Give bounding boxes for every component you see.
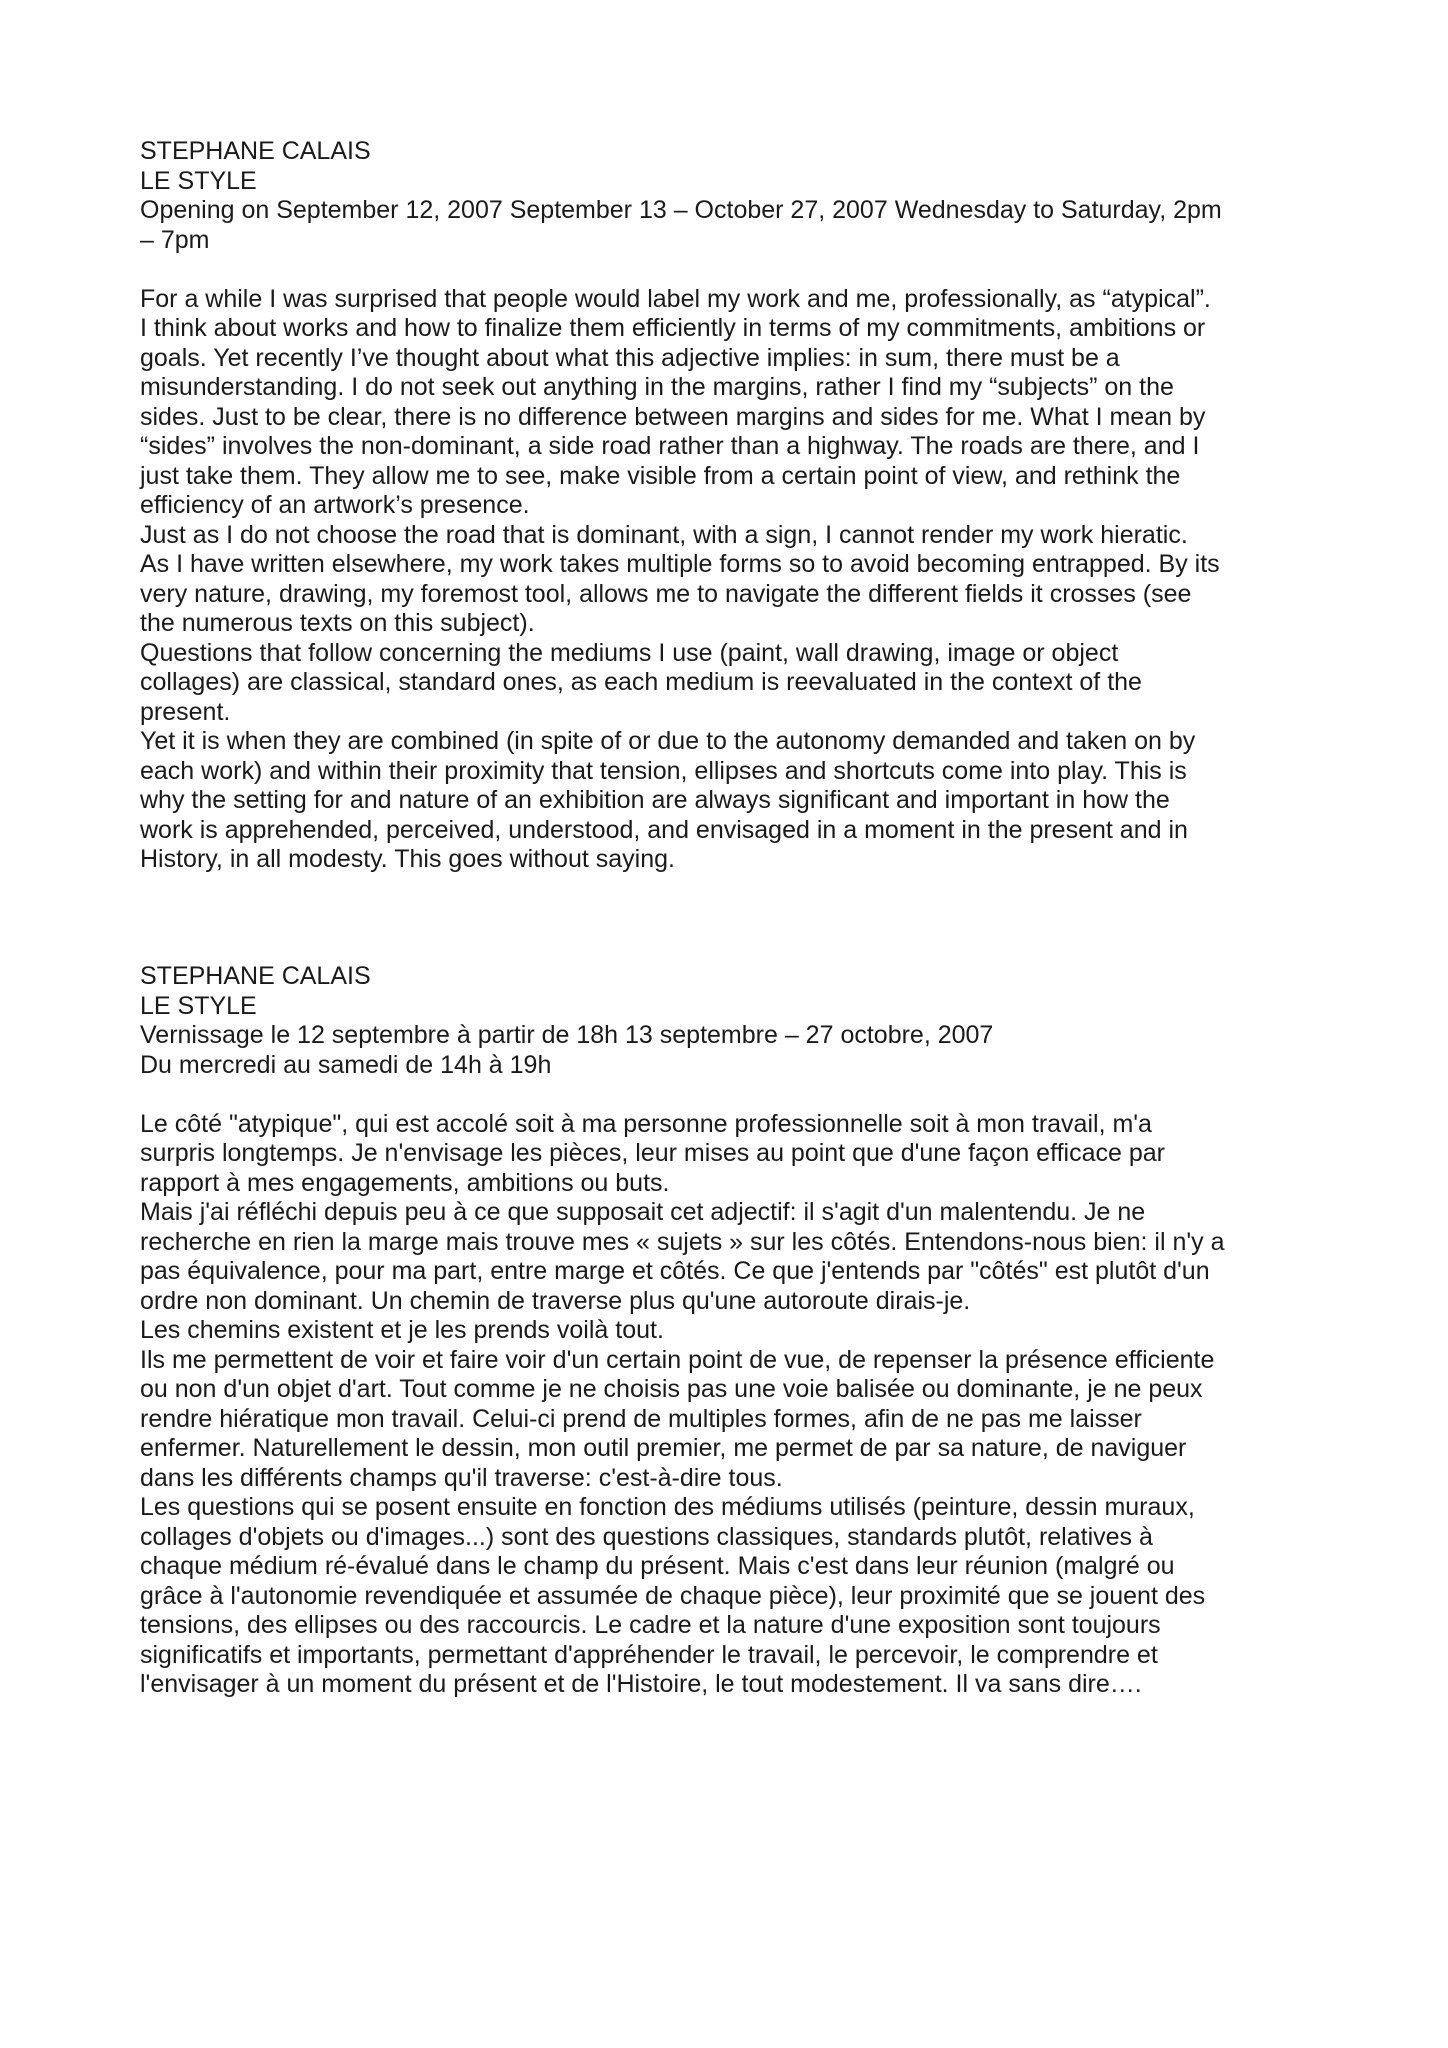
body-line: grâce à l'autonomie revendiquée et assumée de chaque pièce), leur proximité que se jouent des <box>140 1581 1206 1610</box>
body-line: enfermer. Naturellement le dessin, mon outil premier, me permet de par sa nature, de naviguer <box>140 1434 1187 1462</box>
body-line: tensions, des ellipses ou des raccourcis. Le cadre et la nature d'une exposition sont toujours <box>140 1611 1161 1639</box>
body-line: work is apprehended, perceived, understood, and envisaged in a moment in the present and in <box>140 815 1188 844</box>
body-line: very nature, drawing, my foremost tool, allows me to navigate the different fields it crosses (see <box>140 579 1192 608</box>
body-line: Questions that follow concerning the mediums I use (paint, wall drawing, image or object <box>140 638 1119 667</box>
body-line: rendre hiératique mon travail. Celui-ci prend de multiples formes, afin de ne pas me laisser <box>140 1404 1142 1433</box>
body-line: Mais j'ai réfléchi depuis peu à ce que supposait cet adjectif: il s'agit d'un malentendu. Je ne <box>140 1198 1146 1226</box>
body-line: sides. Just to be clear, there is no difference between margins and sides for me. What I mean by <box>140 402 1206 431</box>
body-line: goals. Yet recently I’ve thought about what this adjective implies: in sum, there must be a <box>140 343 1120 372</box>
dates-line: Du mercredi au samedi de 14h à 19h <box>140 1050 552 1079</box>
artist-name: STEPHANE CALAIS <box>140 137 371 165</box>
body-line: why the setting for and nature of an exhibition are always significant and important in how the <box>140 786 1170 814</box>
body-line: each work) and within their proximity that tension, ellipses and shortcuts come into play. This is <box>140 756 1187 785</box>
english-section <box>140 137 1340 875</box>
body-line: l'envisager à un moment du présent et de l'Histoire, le tout modestement. Il va sans dire…. <box>140 1670 1142 1698</box>
body-line: For a while I was surprised that people would label my work and me, professionally, as “atypical”. <box>140 284 1211 313</box>
body-line: As I have written elsewhere, my work takes multiple forms so to avoid becoming entrapped. By its <box>140 550 1220 578</box>
body-line: Yet it is when they are combined (in spite of or due to the autonomy demanded and taken on by <box>140 727 1196 755</box>
body-line: pas équivalence, pour ma part, entre marge et côtés. Ce que j'entends par "côtés" est plutôt d'un <box>140 1257 1210 1285</box>
body-line: recherche en rien la marge mais trouve mes « sujets » sur les côtés. Entendons-nous bien: il n'y a <box>140 1227 1225 1256</box>
body-line: Les questions qui se posent ensuite en fonction des médiums utilisés (peinture, dessin muraux, <box>140 1493 1195 1521</box>
body-line: Ils me permettent de voir et faire voir d'un certain point de vue, de repenser la présence efficiente <box>140 1345 1215 1374</box>
body-line: Le côté "atypique", qui est accolé soit à ma personne professionnelle soit à mon travail, m'a <box>140 1109 1152 1138</box>
body-line: Just as I do not choose the road that is dominant, with a sign, I cannot render my work hieratic. <box>140 520 1188 549</box>
body-line: the numerous texts on this subject). <box>140 609 535 637</box>
body-line: present. <box>140 697 231 726</box>
document-page <box>140 137 1340 1698</box>
body-line: I think about works and how to finalize them efficiently in terms of my commitments, ambitions or <box>140 314 1206 342</box>
body-line: just take them. They allow me to see, make visible from a certain point of view, and rethink the <box>140 461 1181 490</box>
body-line: efficiency of an artwork’s presence. <box>140 491 530 519</box>
body-line: collages) are classical, standard ones, as each medium is reevaluated in the context of the <box>140 668 1142 696</box>
body-line: History, in all modesty. This goes without saying. <box>140 845 675 873</box>
body-line: rapport à mes engagements, ambitions ou buts. <box>140 1168 670 1197</box>
body-line: ordre non dominant. Un chemin de traverse plus qu'une autoroute dirais-je. <box>140 1286 971 1315</box>
french-body <box>140 1110 1225 1700</box>
english-body <box>140 285 1340 875</box>
body-line: collages d'objets ou d'images...) sont des questions classiques, standards plutôt, relatives à <box>140 1522 1153 1551</box>
artist-name: STEPHANE CALAIS <box>140 962 371 990</box>
body-line: chaque médium ré-évalué dans le champ du présent. Mais c'est dans leur réunion (malgré ou <box>140 1552 1175 1580</box>
exhibition-title: LE STYLE <box>140 166 257 195</box>
spacer <box>140 255 1340 285</box>
body-line: Les chemins existent et je les prends voilà tout. <box>140 1316 664 1344</box>
dates-line: Vernissage le 12 septembre à partir de 18h 13 septembre – 27 octobre, 2007 <box>140 1021 994 1049</box>
french-section <box>140 962 1225 1700</box>
exhibition-title: LE STYLE <box>140 991 257 1020</box>
dates-line: – 7pm <box>140 225 210 254</box>
body-line: ou non d'un objet d'art. Tout comme je ne choisis pas une voie balisée ou dominante, je ne peux <box>140 1375 1203 1403</box>
body-line: significatifs et importants, permettant d'appréhender le travail, le percevoir, le comprendre et <box>140 1640 1158 1669</box>
body-line: dans les différents champs qu'il traverse: c'est-à-dire tous. <box>140 1463 783 1492</box>
body-line: misunderstanding. I do not seek out anything in the margins, rather I find my “subjects” on the <box>140 373 1174 401</box>
spacer <box>140 1080 1225 1110</box>
body-line: surpris longtemps. Je n'envisage les pièces, leur mises au point que d'une façon efficace par <box>140 1139 1165 1167</box>
dates-line: Opening on September 12, 2007 September 13 – October 27, 2007 Wednesday to Saturday, 2pm <box>140 196 1222 224</box>
body-line: “sides” involves the non-dominant, a side road rather than a highway. The roads are there, and I <box>140 432 1200 460</box>
